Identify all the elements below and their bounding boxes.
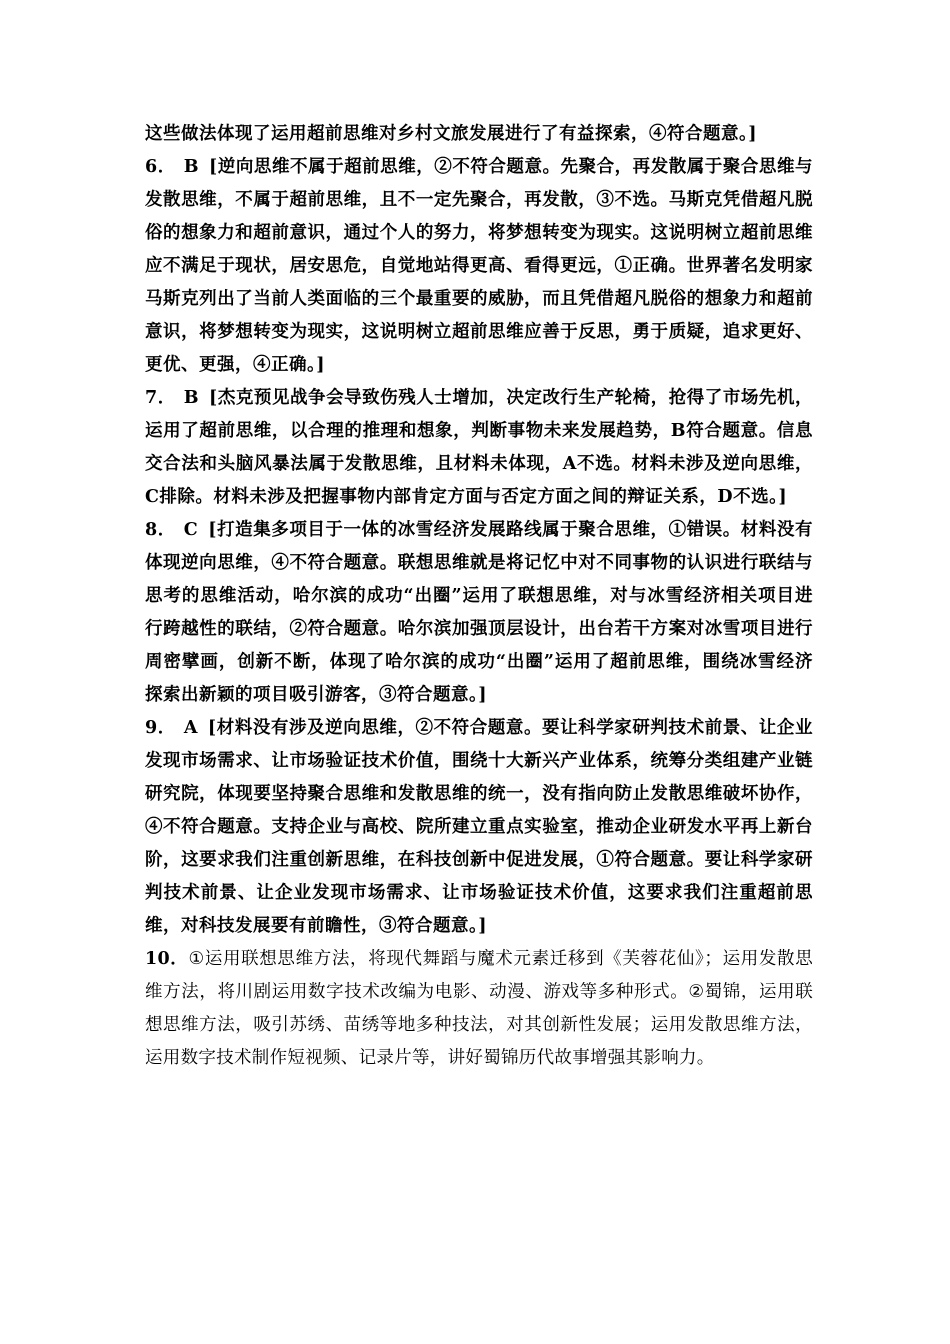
continuation-paragraph bbox=[145, 118, 813, 151]
question-number: 9． bbox=[145, 718, 176, 738]
answer-letter: A bbox=[183, 718, 198, 738]
answer-item-9 bbox=[145, 712, 813, 943]
answer-item-10 bbox=[145, 943, 813, 1075]
answer-explanation: [打造集多项目于一体的冰雪经济发展路线属于聚合思维，①错误。材料没有体现逆向思维，④不符合题意。联想思维就是将记忆中对不同事物的认识进行联结与思考的思维活动，哈尔滨的成功“出圈”运用了联想思维，对与冰雪经济相关项目进行跨越性的联结，②符合题意。哈尔滨加强顶层设计，出台若干方案对冰雪项目进行周密擘画，创新不断，体现了哈尔滨的成功“出圈”运用了超前思维，围绕冰雪经济探索出新颖的项目吸引游客，③符合题意。] bbox=[145, 520, 813, 705]
essay-answer-text: ①运用联想思维方法，将现代舞蹈与魔术元素迁移到《芙蓉花仙》；运用发散思维方法，将川剧运用数字技术改编为电影、动漫、游戏等多种形式。②蜀锦，运用联想思维方法，吸引苏绣、苗绣等地多种技法，对其创新性发展；运用发散思维方法，运用数字技术制作短视频、记录片等，讲好蜀锦历代故事增强其影响力。 bbox=[145, 949, 813, 1068]
question-number: 10． bbox=[145, 949, 189, 969]
answer-item-6 bbox=[145, 151, 813, 382]
answer-item-7 bbox=[145, 382, 813, 514]
answer-letter: B bbox=[183, 388, 200, 408]
question-number: 8． bbox=[145, 520, 176, 540]
continuation-text: 这些做法体现了运用超前思维对乡村文旅发展进行了有益探索，④符合题意。] bbox=[145, 124, 758, 144]
answer-letter: B bbox=[183, 157, 200, 177]
answer-explanation: [逆向思维不属于超前思维，②不符合题意。先聚合，再发散属于聚合思维与发散思维，不属于超前思维，且不一定先聚合，再发散，③不选。马斯克凭借超凡脱俗的想象力和超前意识，通过个人的努力，将梦想转变为现实。这说明树立超前思维应不满足于现状，居安思危，自觉地站得更高、看得更远，①正确。世界著名发明家马斯克列出了当前人类面临的三个最重要的威胁，而且凭借超凡脱俗的想象力和超前意识，将梦想转变为现实，这说明树立超前思维应善于反思，勇于质疑，追求更好、更优、更强，④正确。] bbox=[145, 157, 813, 375]
answer-letter: C bbox=[183, 520, 199, 540]
answer-item-8 bbox=[145, 514, 813, 712]
question-number: 6． bbox=[145, 157, 176, 177]
answer-page bbox=[145, 118, 813, 1075]
question-number: 7． bbox=[145, 388, 176, 408]
answer-explanation: [杰克预见战争会导致伤残人士增加，决定改行生产轮椅，抢得了市场先机，运用了超前思维，以合理的推理和想象，判断事物未来发展趋势，B符合题意。信息交合法和头脑风暴法属于发散思维，且材料未体现，A不选。材料未涉及逆向思维，C排除。材料未涉及把握事物内部肯定方面与否定方面之间的辩证关系，D不选。] bbox=[145, 388, 813, 507]
answer-explanation: [材料没有涉及逆向思维，②不符合题意。要让科学家研判技术前景、让企业发现市场需求、让市场验证技术价值，围绕十大新兴产业体系，统筹分类组建产业链研究院，体现要坚持聚合思维和发散思维的统一，没有指向防止发散思维破坏协作，④不符合题意。支持企业与高校、院所建立重点实验室，推动企业研发水平再上新台阶，这要求我们注重创新思维，在科技创新中促进发展，①符合题意。要让科学家研判技术前景、让企业发现市场需求、让市场验证技术价值，这要求我们注重超前思维，对科技发展要有前瞻性，③符合题意。] bbox=[145, 718, 813, 936]
